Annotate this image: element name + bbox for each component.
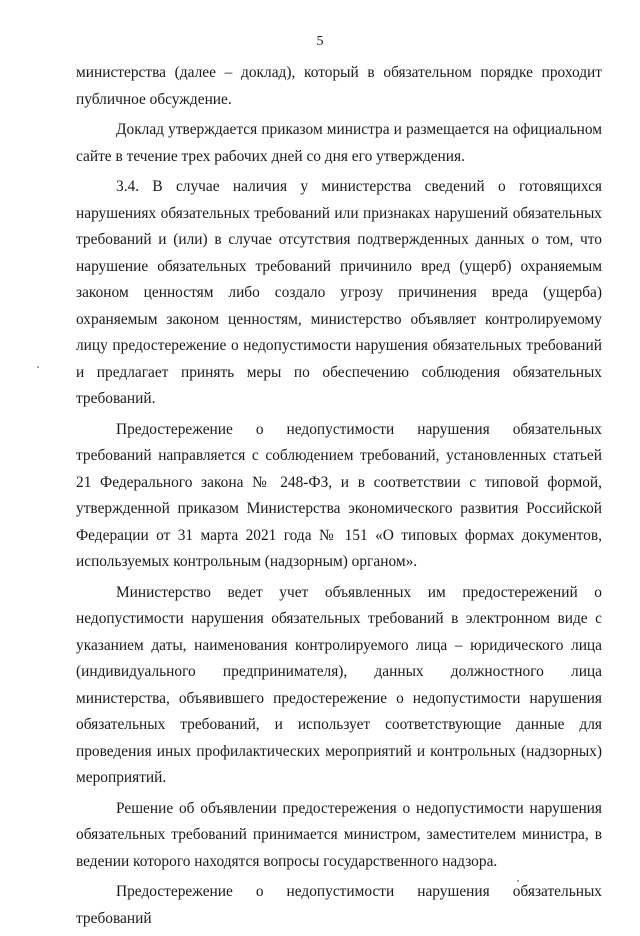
paragraph-7: Предостережение о недопустимости нарушения обязательных требований: [76, 883, 602, 927]
paragraph-2: Доклад утверждается приказом министра и размещается на официальном сайте в течение трех рабочих дней со дня его утверждения.: [76, 121, 602, 165]
paragraph-6: Решение об объявлении предостережения о недопустимости нарушения обязательных требований принимается министром, заместителем министра, в ведении которого находятся вопросы государственного надзора.: [76, 799, 602, 870]
scan-artifact-dot: [37, 366, 39, 368]
paragraph-5: Министерство ведет учет объявленных им предостережений о недопустимости нарушения обязательных требований в электронном виде с указанием даты, наименования контролируемого лица – юридического лица (индивидуального предпринимателя), данных должностного лица министерства, объявившего предостережение о недопустимости нарушения обязательных требований, и использует соответствующие данные для проведения иных профилактических мероприятий и контрольных (надзорных) мероприятий.: [76, 583, 602, 786]
page-number: 5: [316, 34, 324, 49]
document-body: [76, 60, 602, 936]
paragraph-4: Предостережение о недопустимости нарушения обязательных требований направляется с соблюдением требований, установленных статьей 21 Федерального закона № 248-ФЗ, и в соответствии с типовой формой, утвержденной приказом Министерства экономического развития Российской Федерации от 31 марта 2021 года № 151 «О типовых формах документов, используемых контрольным (надзорным) органом».: [76, 420, 602, 570]
scan-artifact-dot: [517, 880, 519, 882]
paragraph-1: министерства (далее – доклад), который в обязательном порядке проходит публичное обсуждение.: [76, 64, 602, 108]
paragraph-3: 3.4. В случае наличия у министерства сведений о готовящихся нарушениях обязательных требований или признаках нарушений обязательных требований и (или) в случае отсутствия подтвержденных данных о том, что нарушение обязательных требований причинило вред (ущерб) охраняемым законом ценностям либо создало угрозу причинения вреда (ущерба) охраняемым законом ценностям, министерство объявляет контролируемому лицу предостережение о недопустимости нарушения обязательных требований и предлагает принять меры по обеспечению соблюдения обязательных требований.: [76, 178, 602, 407]
